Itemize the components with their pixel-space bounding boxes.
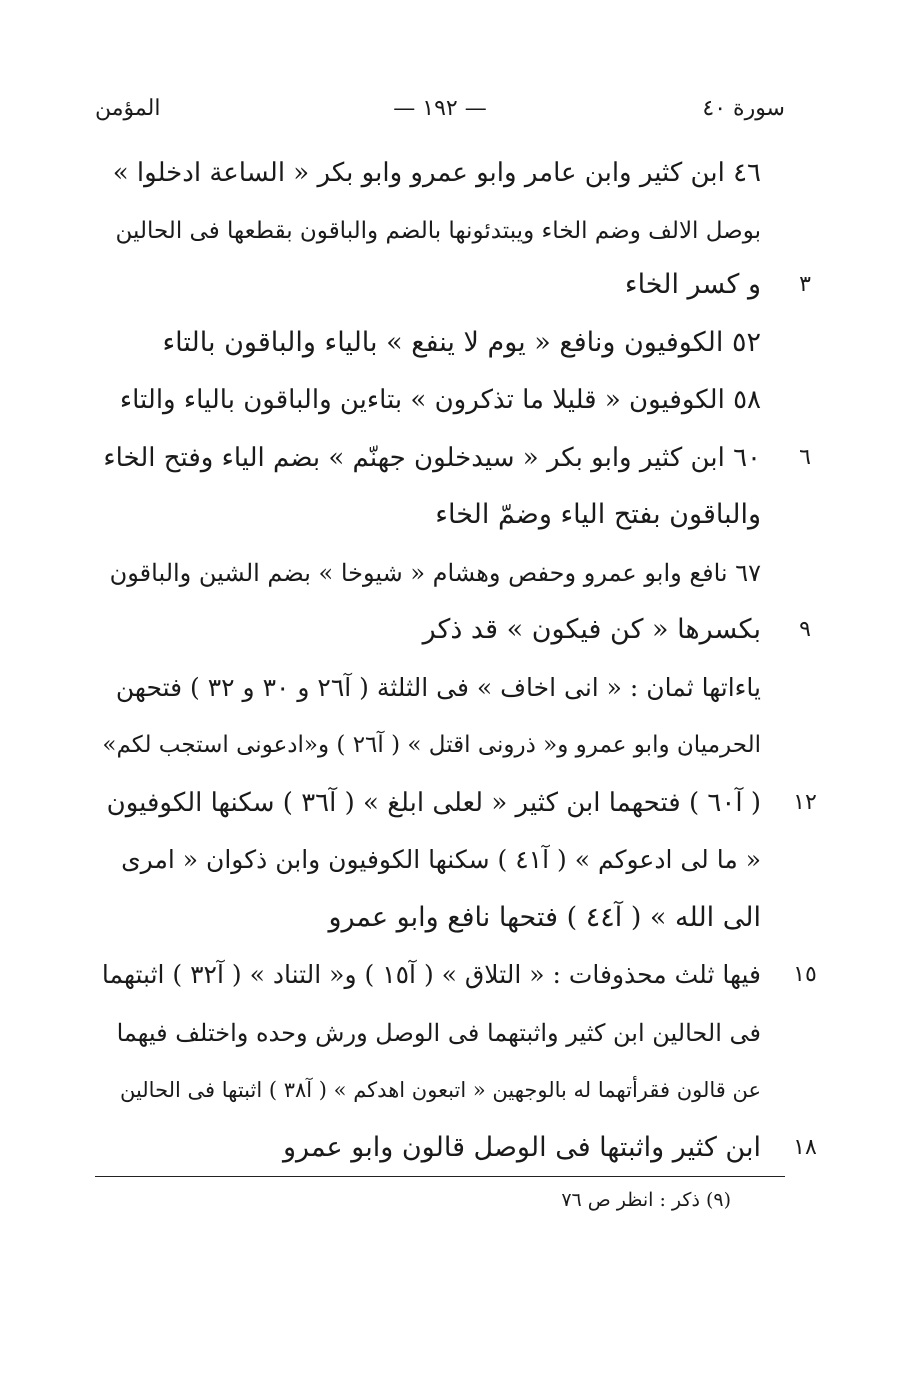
text-line: ٥٢ الكوفيون ونافع « يوم لا ينفع » بالياء والباقون بالتاء	[162, 327, 761, 358]
text-line: ابن كثير واثبتها فى الوصل قالون وابو عمرو	[283, 1132, 761, 1163]
footnote: (٩) ذكر : انظر ص ٧٦	[561, 1189, 731, 1211]
text-line: الحرميان وابو عمرو و« ذرونى اقتل » ( آ٢٦ ) و«ادعونى استجب لكم»	[102, 732, 761, 758]
text-line: فى الحالين ابن كثير واثبتهما فى الوصل ورش وحده واختلف فيهما	[116, 1019, 761, 1047]
text-line: بوصل الالف وضم الخاء ويبتدئونها بالضم والباقون بقطعها فى الحالين	[115, 218, 761, 244]
text-line: ٦٠ ابن كثير وابو بكر « سيدخلون جهنّم » بضم الياء وفتح الخاء	[103, 443, 761, 473]
text-line: ٥٨ الكوفيون « قليلا ما تذكرون » بتاءين والباقون بالياء والتاء	[119, 385, 761, 415]
text-line: ٦٧ نافع وابو عمرو وحفص وهشام « شيوخا » بضم الشين والباقون	[109, 559, 761, 587]
text-line: والباقون بفتح الياء وضمّ الخاء	[435, 499, 761, 530]
margin-line-number: ١٥	[793, 962, 817, 987]
margin-line-number: ٣	[799, 272, 811, 297]
text-line: « ما لى ادعوكم » ( آ٤١ ) سكنها الكوفيون وابن ذكوان « امرى	[121, 845, 761, 874]
sura-name: المؤمن	[95, 96, 161, 121]
page-header	[95, 96, 785, 136]
footnote-divider	[95, 1176, 785, 1177]
text-line: ( آ٦٠ ) فتحهما ابن كثير « لعلى ابلغ » ( آ٣٦ ) سكنها الكوفيون	[106, 788, 761, 818]
page-number: — ١٩٢ —	[393, 96, 487, 121]
text-line: عن قالون فقرأتهما له بالوجهين « اتبعون اهدكم » ( آ٣٨ ) اثبتها فى الحالين	[119, 1078, 761, 1102]
text-line: بكسرها « كن فيكون » قد ذكر	[422, 614, 761, 645]
text-line: ياءاتها ثمان : « انى اخاف » فى الثلثة ( آ٢٦ و ٣٠ و ٣٢ ) فتحهن	[115, 673, 761, 702]
sura-label: سورة ٤٠	[702, 96, 785, 121]
text-line: الى الله » ( آ٤٤ ) فتحها نافع وابو عمرو	[328, 902, 761, 933]
margin-line-number: ١٨	[793, 1135, 817, 1160]
margin-line-number: ٦	[799, 445, 811, 470]
text-line: فيها ثلث محذوفات : « التلاق » ( آ١٥ ) و« التناد » ( آ٣٢ ) اثبتهما	[101, 960, 761, 989]
margin-line-number: ١٢	[793, 790, 817, 815]
text-line: ٤٦ ابن كثير وابن عامر وابو عمرو وابو بكر « الساعة ادخلوا »	[112, 158, 761, 188]
margin-line-number: ٩	[799, 617, 811, 642]
text-line: و كسر الخاء	[624, 269, 761, 300]
